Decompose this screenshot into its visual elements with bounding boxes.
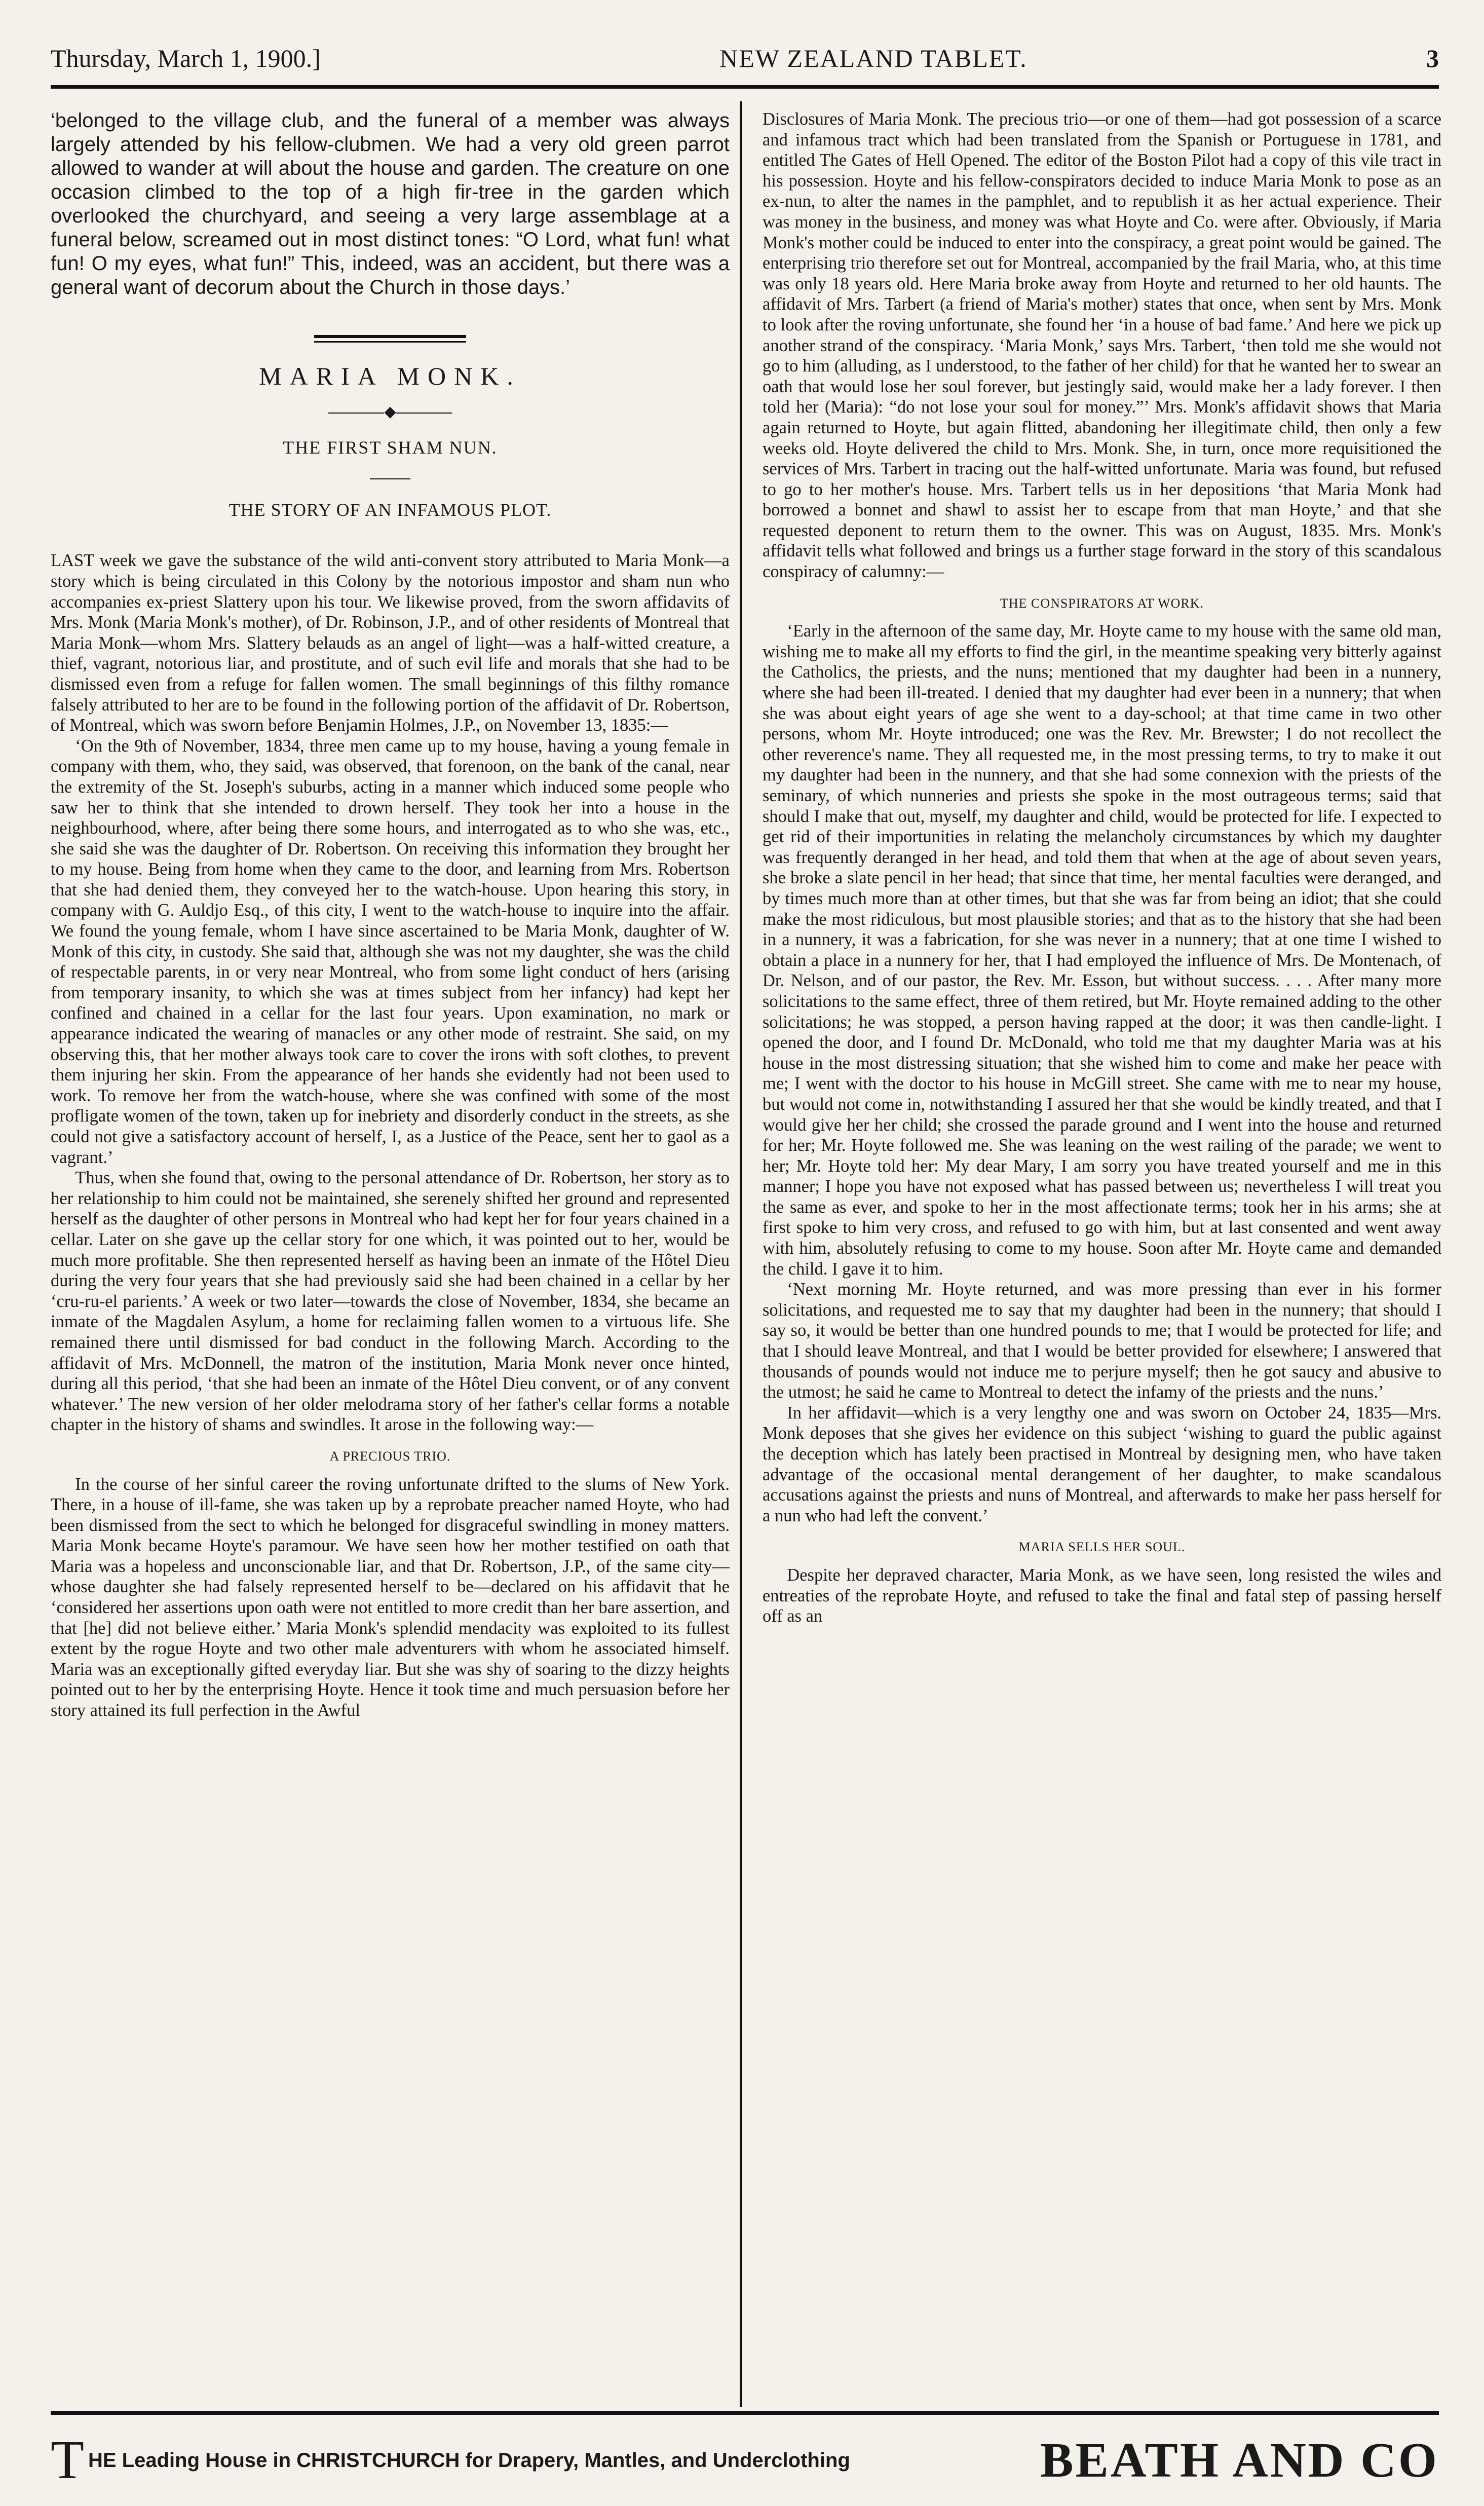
newspaper-name: NEW ZEALAND TABLET. (719, 44, 1028, 72)
title-double-rule (314, 335, 466, 343)
section-heading: THE CONSPIRATORS AT WORK. (1000, 595, 1204, 611)
ad-text: HE Leading House in CHRISTCHURCH for Drapery, Mantles, and Underclothing (88, 2449, 850, 2472)
article-title: MARIA MONK. (259, 362, 521, 390)
article-title-block (51, 335, 730, 520)
footer-rule (51, 2411, 1439, 2415)
body-paragraph: Disclosures of Maria Monk. The precious trio—or one of them—had got possession of a scarce and infamous tract which had been translated from the Spanish or Portuguese in 1781, and entitled The Gates of Hell Opened. The editor of the Boston Pilot had a copy of this vile tract in his possession. Hoyte and his fellow-conspirators decided to induce Maria Monk to pose as an ex-nun, to alter the names in the pamphlet, and to republish it as her actual experience. Their was money in the business, and money was what Hoyte and Co. were after. Obviously, if Maria Monk's mother could be induced to enter into the conspiracy, a great point would be gained. The enterprising trio therefore set out for Montreal, accompanied by the frail Maria, who, at this time was only 18 years old. Here Maria broke away from Hoyte and returned to her old haunts. The affidavit of Mrs. Tarbert (a friend of Maria's mother) states that once, when sent by Mrs. Monk to look after the roving unfortunate, she found her ‘in a house of bad fame.’ And here we pick up another strand of the conspiracy. ‘Maria Monk,’ says Mrs. Tarbert, ‘then told me she would not go to him (alluding, as I understood, to the father of her child) for that he wanted her to swear an oath that would lose her soul forever, but jestingly said, would make her a lady forever. I then told her (Maria): “do not lose your soul for money.”’ Mrs. Monk's affidavit shows that Maria again returned to Hoyte, but again flitted, abandoning her illegitimate child, then only a few weeks old. Hoyte delivered the child to Mrs. Monk. She, in turn, once more requisitioned the services of Mrs. Tarbert in tracing out the half-witted unfortunate. Maria was found, but refused to go to her mother's house. Mrs. Tarbert tells us in her depositions ‘that Maria Monk had borrowed a bonnet and shawl to assist her to escape from that man Hoyte,’ and that she requested deponent to return them to the owner. This was on August, 1835. Mrs. Monk's affidavit tells what followed and brings us a further stage forward in the story of this scandalous conspiracy of calumny:— (763, 109, 1441, 582)
column-divider (740, 101, 742, 2407)
section-heading: A PRECIOUS TRIO. (329, 1448, 451, 1464)
ad-dropcap: T (51, 2430, 84, 2490)
section-heading: MARIA SELLS HER SOUL. (1018, 1540, 1186, 1555)
advertisement-footer (51, 2422, 1439, 2498)
body-paragraph: ‘Early in the afternoon of the same day, Mr. Hoyte came to my house with the same old man, wishing me to make all my efforts to find the girl, in the meantime speaking very bitterly against the Catholics, the priests, and the nuns; mentioned that my daughter had been in a nunnery, where she had been ill-treated. I denied that my daughter had ever been in a nunnery; that when she was about eight years of age she went to a day-school; at that time came in two other persons, whom Mr. Hoyte introduced; one was the Rev. Mr. Brewster; I do not recollect the other reverence's name. They all requested me, in the most pressing terms, to try to make it out my daughter had been in the nunnery, and that she had some connexion with the priests of the seminary, of which nunneries and priests she spoke in the most outrageous terms; said that should I make that out, myself, my daughter and child, would be protected for life. I expected to get rid of their importunities in relating the melancholy circumstances by which my daughter was frequently deranged in her head, and told them that when at the age of about seven years, she broke a slate pencil in her head; that since that time, her mental faculties were deranged, and by times much more than at other times, but that she was far from being an idiot; that she could make the most ridiculous, but most plausible stories; and that as to the history that she had been in a nunnery, it was a fabrication, for she was never in a nunnery; that at one time I wished to obtain a place in a nunnery for her, that I had employed the influence of Mrs. De Montenach, of Dr. Nelson, and of our pastor, the Rev. Mr. Esson, but without success. . . . After many more solicitations to the same effect, three of them retired, but Mr. Hoyte remained adding to the other solicitations; he was stopped, a person having rapped at the door; it was then candle-light. I opened the door, and I found Dr. McDonald, who told me that my daughter Maria was at his house in the most distressing situation; that she wished him to come and make her peace with me; I went with the doctor to his house in McGill street. She came with me to near my house, but would not come in, notwithstanding I assured her that she would be kindly treated, and that I would give her her child; she crossed the parade ground and I went into the house and returned for her; Mr. Hoyte followed me. She was leaning on the west railing of the parade; we went to her; Mr. Hoyte told her: My dear Mary, I am sorry you have treated yourself and me in this manner; I hope you have not exposed what has passed between us; nevertheless I will treat you the same as ever, and spoke to her in the most affectionate terms; took her in his arms; she at first spoke to him very cross, and refused to go with him, but at last consented and went away with him, absolutely refusing to come to my house. Soon after Mr. Hoyte came and demanded the child. I gave it to him. (763, 621, 1441, 1279)
diamond-ornament: ◆ (51, 402, 730, 423)
ad-text-block (51, 2430, 912, 2490)
intro-paragraph: ‘belonged to the village club, and the funeral of a member was always largely attended by his fellow-clubmen. We had a very old green parrot allowed to wander at will about the house and garden. The creature on one occasion climbed to the top of a high fir-tree in the garden which overlooked the churchyard, and seeing a very large assemblage at a funeral below, screamed out in most distinct tones: “O Lord, what fun! what fun! O my eyes, what fun!” This, indeed, was an accident, but there was a general want of decorum about the Church in those days.’ (51, 109, 730, 298)
subtitle-rule (370, 478, 410, 479)
body-paragraph: Thus, when she found that, owing to the personal attendance of Dr. Robertson, her story as to her relationship to him could not be maintained, she serenely shifted her ground and represented herself as the daughter of other persons in Montreal who had kept her for four years chained in a cellar. Later on she gave up the cellar story for one which, it was pointed out to her, would be much more profitable. She then represented herself as having been an inmate of the Hôtel Dieu during the very four years that she had previously said she had been chained in a cellar by her ‘cru-ru-el parients.’ A week or two later—towards the close of November, 1834, she became an inmate of the Magdalen Asylum, a home for reclaiming fallen women to a virtuous life. She remained there until dismissed for bad conduct in the following March. According to the affidavit of Mrs. McDonnell, the matron of the institution, Maria Monk never once hinted, during all this period, ‘that she had been an inmate of the Hôtel Dieu convent, or of any convent whatever.’ The new version of her older melodrama story of her father's cellar forms a notable chapter in the history of shams and swindles. It arose in the following way:— (51, 1168, 730, 1435)
left-column (51, 109, 730, 2400)
right-column (763, 109, 1441, 2400)
article-subtitle-1: THE FIRST SHAM NUN. (283, 437, 498, 458)
body-paragraph: In her affidavit—which is a very lengthy one and was sworn on October 24, 1835—Mrs. Monk deposes that she gives her evidence on this subject ‘wishing to guard the public against the deception which has lately been practised in Montreal by designing men, who have taken advantage of the occasional mental derangement of her daughter, to make scandalous accusations against the priests and nuns of Montreal, and afterwards to make her pass herself for a nun who had left the convent.’ (763, 1403, 1441, 1525)
article-subtitle-2: THE STORY OF AN INFAMOUS PLOT. (229, 499, 552, 520)
body-paragraph: In the course of her sinful career the roving unfortunate drifted to the slums of New York. There, in a house of ill-fame, she was taken up by a reprobate preacher named Hoyte, who had been dismissed from the sect to which he belonged for disgraceful swindling in money matters. Maria Monk became Hoyte's paramour. We have seen how her mother testified on oath that Maria was a hopeless and unconscionable liar, and that Dr. Robertson, J.P., of the same city—whose daughter she had falsely represented herself to be—declared on his affidavit that he ‘considered her assertions upon oath were not entitled to more credit than her bare assertion, and that [he] did not believe either.’ Maria Monk's splendid mendacity was exploited to its fullest extent by the rogue Hoyte and two other male adventurers with whom he associated himself. Maria was an exceptionally gifted everyday liar. But she was shy of soaring to the dizzy heights pointed out to her by the enterprising Hoyte. Hence it took time and much persuasion before her story attained its full perfection in the Awful (51, 1474, 730, 1720)
body-paragraph: LAST week we gave the substance of the wild anti-convent story attributed to Maria Monk—a story which is being circulated in this Colony by the notorious impostor and sham nun who accompanies ex-priest Slattery upon his tour. We likewise proved, from the sworn affidavits of Mrs. Monk (Maria Monk's mother), of Dr. Robinson, J.P., and of other residents of Montreal that Maria Monk—whom Mrs. Slattery belauds as an angel of light—was a half-witted creature, a thief, vagrant, notorious liar, and prostitute, and of such evil life and morals that she had to be dismissed even from a refuge for fallen women. The small beginnings of this filthy romance falsely attributed to her are to be found in the following portion of the affidavit of Dr. Robertson, of Montreal, which was sworn before Benjamin Holmes, J.P., on November 13, 1835:— (51, 551, 730, 735)
issue-date: Thursday, March 1, 1900.] (51, 44, 321, 72)
header-rule (51, 85, 1439, 89)
page-number: 3 (1426, 44, 1439, 72)
ad-brand-name: BEATH AND CO (1040, 2433, 1439, 2488)
body-paragraph: Despite her depraved character, Maria Monk, as we have seen, long resisted the wiles and entreaties of the reprobate Hoyte, and refused to take the final and fatal step of passing herself off as an (763, 1565, 1441, 1626)
body-paragraph: ‘Next morning Mr. Hoyte returned, and was more pressing than ever in his former solicitations, and requested me to say that my daughter had been in the nunnery; that should I say so, it would be better than one hundred pounds to me; that I would be protected for life; and that I should leave Montreal, and that I would be better provided for elsewhere; I answered that thousands of pounds would not induce me to perjure myself; then he got saucy and abusive to the utmost; he said he came to Montreal to detect the infamy of the priests and the nuns.’ (763, 1280, 1441, 1402)
body-paragraph: ‘On the 9th of November, 1834, three men came up to my house, having a young female in company with them, who, they said, was observed, that forenoon, on the bank of the canal, near the extremity of the St. Joseph's suburbs, acting in a manner which induced some people who saw her to think that she intended to drown herself. They took her into a house in the neighbourhood, where, after being there some hours, and interrogated as to who she was, etc., she said she was the daughter of Dr. Robertson. On receiving this information they brought her to my house. Being from home when they came to the door, and learning from Mrs. Robertson that she had denied them, they conveyed her to the watch-house. Upon hearing this story, in company with G. Auldjo Esq., of this city, I went to the watch-house to inquire into the affair. We found the young female, whom I have since ascertained to be Maria Monk, daughter of W. Monk of this city, in custody. She said that, although she was not my daughter, she was the child of respectable parents, in or very near Montreal, who from some light conduct of hers (arising from temporary insanity, to which she was at times subject from her infancy) had kept her confined and chained in a cellar for the last four years. Upon examination, no mark or appearance indicated the wearing of manacles or any other mode of restraint. She said, on my observing this, that her mother always took care to cover the irons with soft clothes, to prevent them injuring her skin. From the appearance of her hands she evidently had not been used to work. To remove her from the watch-house, where she was confined with some of the most profligate women of the town, taken up for inebriety and disorderly conduct in the streets, as she could not give a satisfactory account of herself, I, as a Justice of the Peace, sent her to gaol as a vagrant.’ (51, 736, 730, 1167)
page-header (51, 35, 1439, 81)
